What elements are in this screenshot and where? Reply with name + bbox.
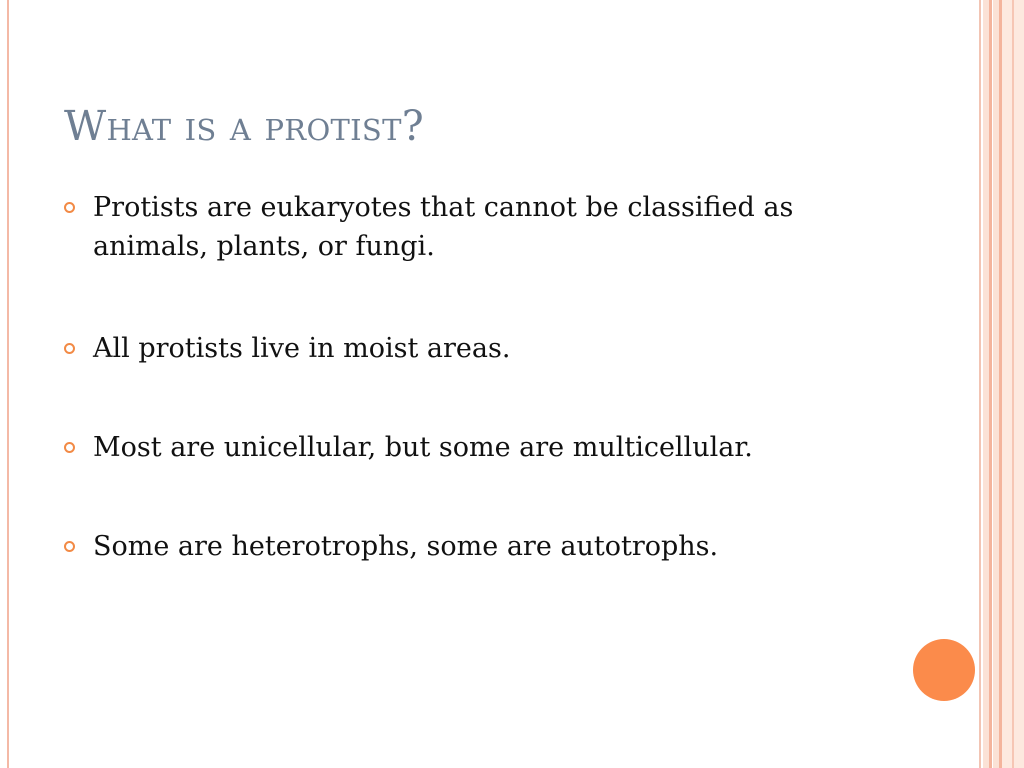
bullet-text: All protists live in moist areas.	[93, 333, 511, 364]
bullet-icon	[64, 343, 75, 354]
right-border-stripe	[979, 0, 981, 768]
bullet-text: Most are unicellular, but some are multicellular.	[93, 432, 753, 463]
left-border-line	[7, 0, 9, 768]
bullet-icon	[64, 541, 75, 552]
bullet-icon	[64, 442, 75, 453]
right-border-stripe	[989, 0, 992, 768]
right-border-stripe	[1012, 0, 1014, 768]
bullet-icon	[64, 202, 75, 213]
slide-title: What is a protist?	[64, 102, 425, 150]
decorative-circle	[913, 639, 975, 701]
bullet-text: Some are heterotrophs, some are autotrophs.	[93, 531, 719, 562]
bullet-text: Protists are eukaryotes that cannot be classified as animals, plants, or fungi.	[93, 192, 794, 262]
